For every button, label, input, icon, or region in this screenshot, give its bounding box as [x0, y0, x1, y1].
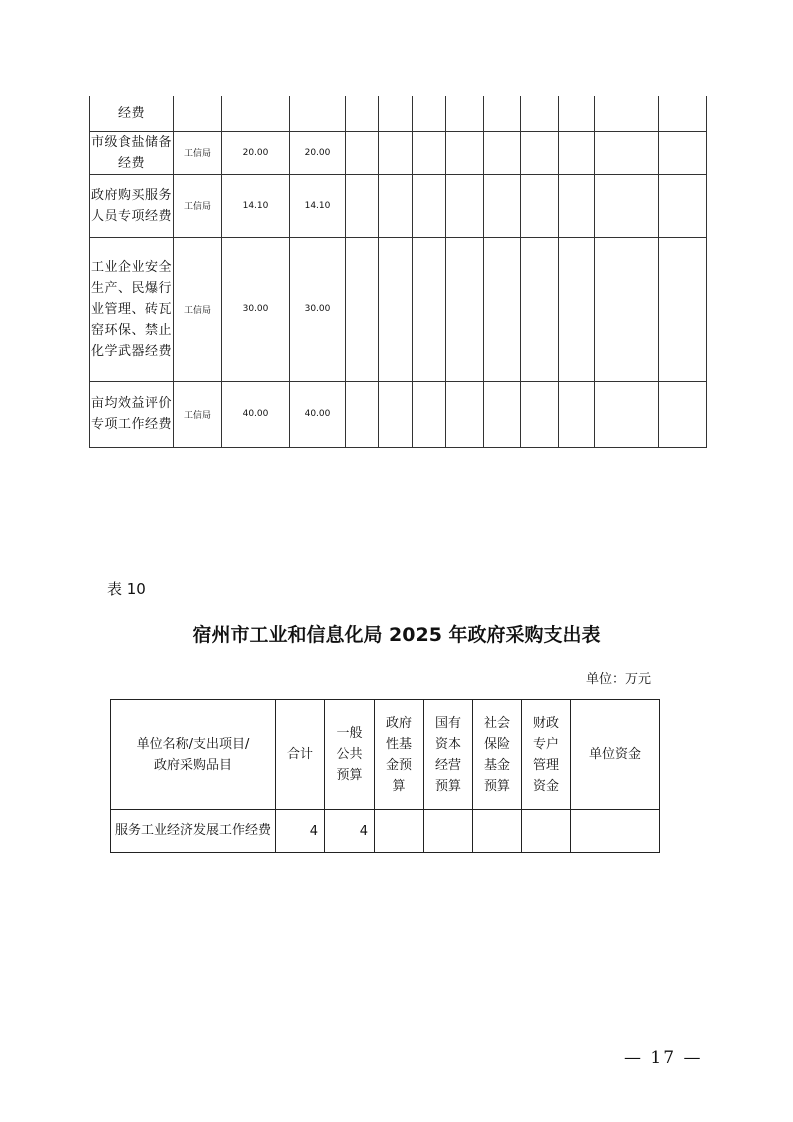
department: 工信局 — [174, 381, 222, 447]
item-name: 经费 — [90, 96, 174, 131]
item-name: 市级食盐储备经费 — [90, 131, 174, 174]
header-unit-fund: 单位资金 — [571, 700, 660, 810]
total-value: 14.10 — [222, 174, 290, 237]
general-budget-value: 4 — [325, 810, 375, 853]
table-row — [90, 381, 707, 447]
department: 工信局 — [174, 131, 222, 174]
general-budget-value: 30.00 — [290, 237, 346, 381]
page-number: — 17 — — [624, 1048, 703, 1068]
total-value: 20.00 — [222, 131, 290, 174]
table-row — [90, 96, 707, 131]
header-general-budget: 一般公共预算 — [325, 700, 375, 810]
item-name: 服务工业经济发展工作经费 — [111, 810, 276, 853]
header-gov-fund: 政府性基金预算 — [375, 700, 424, 810]
table-row — [90, 174, 707, 237]
budget-table-continuation — [89, 96, 707, 448]
item-name: 亩均效益评价专项工作经费 — [90, 381, 174, 447]
item-name: 政府购买服务人员专项经费 — [90, 174, 174, 237]
header-name: 单位名称/支出项目/政府采购品目 — [111, 700, 276, 810]
header-row — [111, 700, 660, 810]
header-fiscal-special: 财政专户管理资金 — [522, 700, 571, 810]
total-value: 40.00 — [222, 381, 290, 447]
general-budget-value: 40.00 — [290, 381, 346, 447]
procurement-expenditure-table — [110, 699, 660, 853]
table-label: 表 10 — [107, 580, 146, 598]
department: 工信局 — [174, 174, 222, 237]
page-title: 宿州市工业和信息化局 2025 年政府采购支出表 — [192, 624, 601, 646]
item-name: 工业企业安全生产、民爆行业管理、砖瓦窑环保、禁止化学武器经费 — [90, 237, 174, 381]
table-row — [90, 237, 707, 381]
table-row — [90, 131, 707, 174]
department: 工信局 — [174, 237, 222, 381]
general-budget-value: 20.00 — [290, 131, 346, 174]
general-budget-value: 14.10 — [290, 174, 346, 237]
total-value: 4 — [276, 810, 325, 853]
unit-label: 单位：万元 — [586, 672, 652, 687]
header-social-insurance: 社会保险基金预算 — [473, 700, 522, 810]
header-state-capital: 国有资本经营预算 — [424, 700, 473, 810]
total-value: 30.00 — [222, 237, 290, 381]
table-row — [111, 810, 660, 853]
header-total: 合计 — [276, 700, 325, 810]
